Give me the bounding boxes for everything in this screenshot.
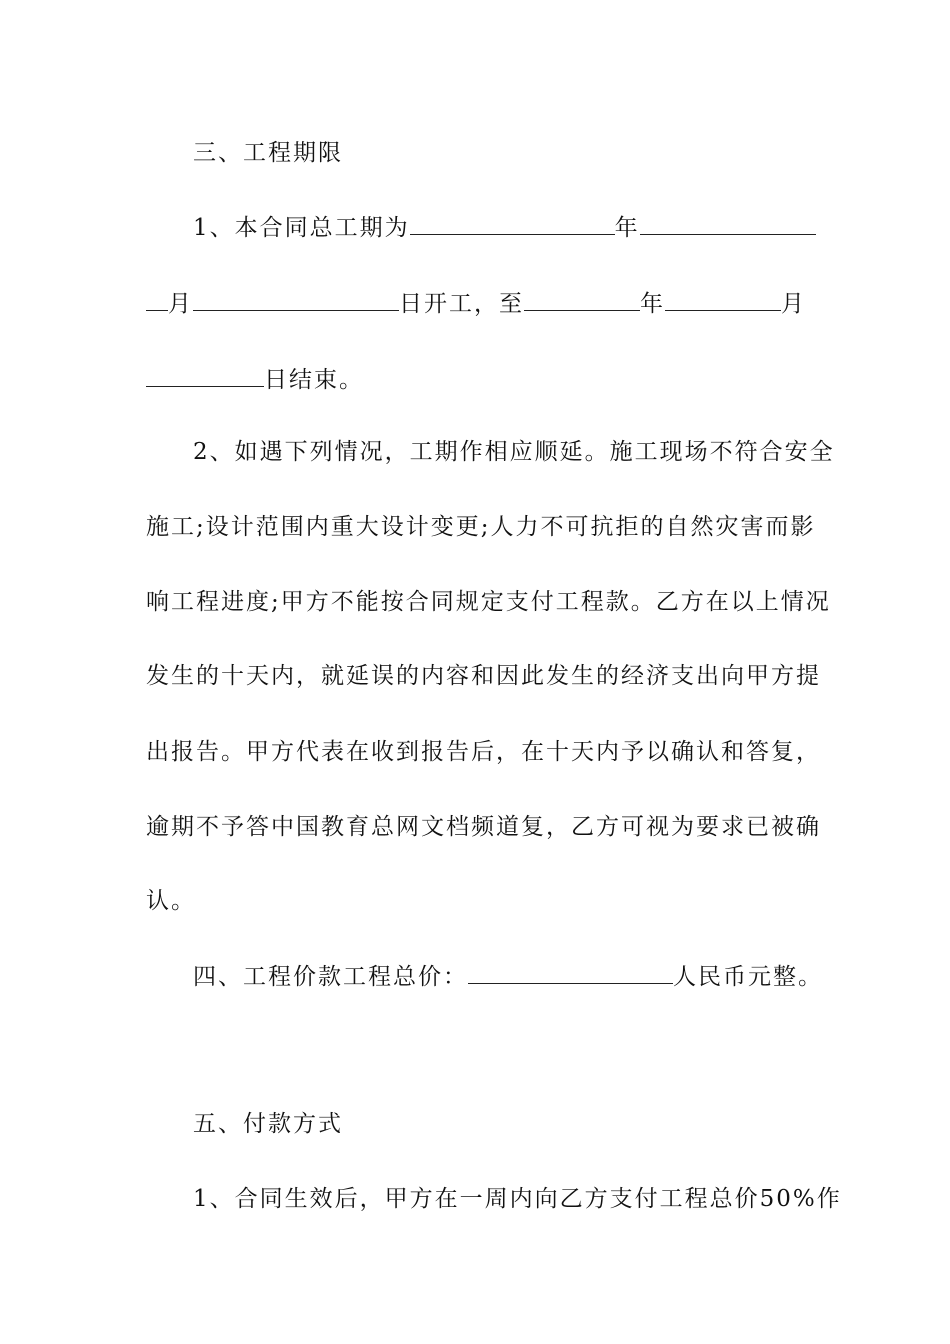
text-span: 年 [640, 291, 665, 317]
section-heading-price [193, 961, 853, 992]
paragraph-line: 发生的十天内，就延误的内容和因此发生的经济支出向甲方提 [146, 663, 821, 689]
blank-field [146, 364, 264, 387]
text-span: 年 [614, 215, 640, 241]
text-span: 1、本合同总工期为 [193, 215, 410, 241]
paragraph-line: 1、合同生效后，甲方在一周内向乙方支付工程总价50%作 [193, 1186, 842, 1212]
paragraph-line: 出报告。甲方代表在收到报告后，在十天内予以确认和答复， [146, 739, 821, 765]
paragraph-line [193, 212, 853, 243]
text-span: 月 [781, 291, 806, 317]
paragraph-line: 逾期不予答中国教育总网文档频道复，乙方可视为要求已被确 [146, 814, 821, 840]
text-span: 月 [168, 291, 193, 317]
paragraph-line: 2、如遇下列情况，工期作相应顺延。施工现场不符合安全 [193, 439, 835, 465]
blank-field [193, 288, 399, 311]
paragraph-line: 认。 [146, 888, 196, 914]
blank-field [468, 961, 673, 984]
text-span: 人民币元整。 [673, 964, 823, 990]
paragraph-line [146, 364, 806, 395]
blank-field [410, 212, 615, 235]
blank-field [640, 212, 816, 235]
paragraph-line: 施工;设计范围内重大设计变更;人力不可抗拒的自然灾害而影 [146, 514, 816, 540]
section-heading-payment [193, 1109, 853, 1139]
text-span: 四、工程价款工程总价： [193, 964, 468, 990]
section-heading-duration [193, 138, 853, 168]
text-span: 日结束。 [264, 367, 364, 393]
paragraph-line: 响工程进度;甲方不能按合同规定支付工程款。乙方在以上情况 [146, 589, 831, 615]
section-heading-text: 三、工程期限 [193, 140, 343, 166]
section-heading-text: 五、付款方式 [193, 1111, 343, 1137]
blank-field [146, 288, 168, 311]
paragraph-line [146, 288, 806, 319]
text-span: 日开工，至 [399, 291, 524, 317]
blank-field [665, 288, 781, 311]
blank-field [524, 288, 640, 311]
